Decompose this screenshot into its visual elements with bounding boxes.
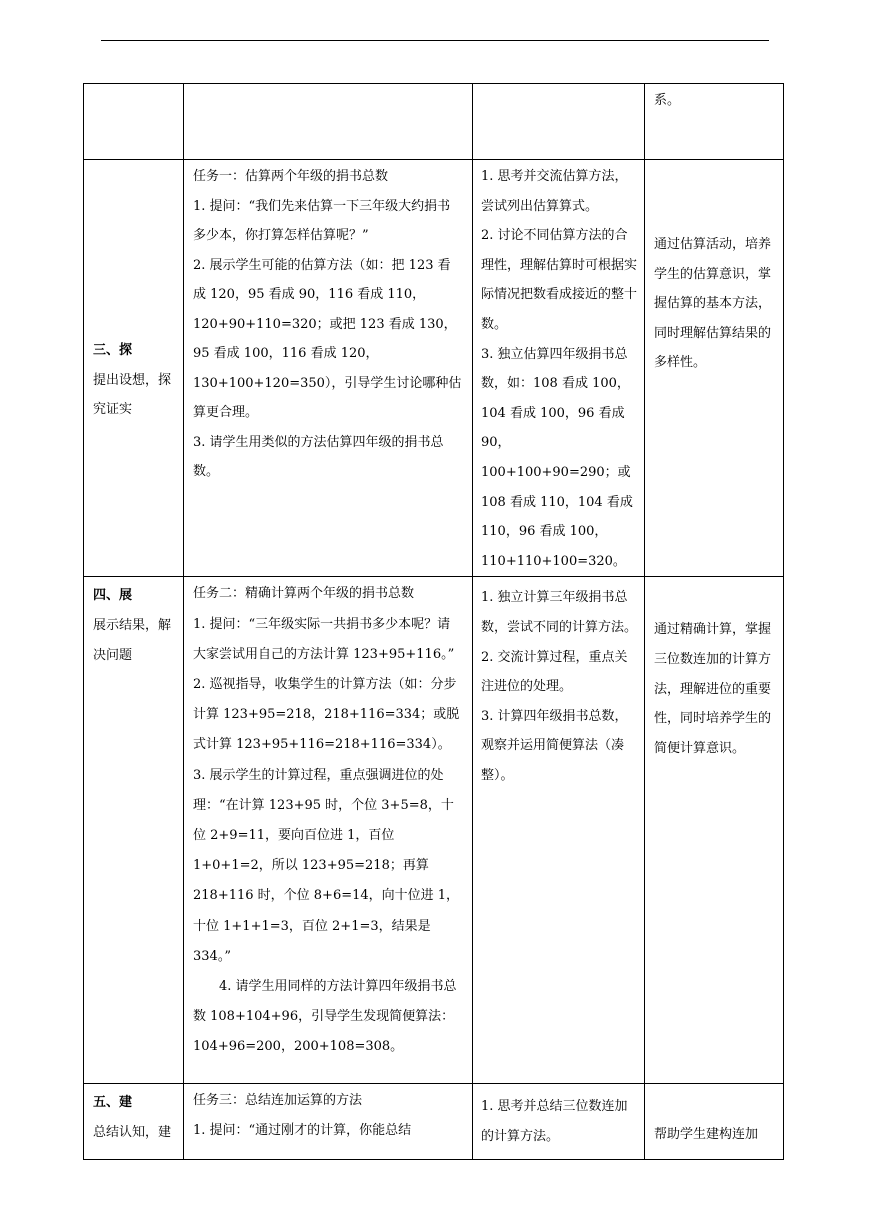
stage-cell (84, 160, 184, 577)
design-purpose-text: 帮助学生建构连加 (654, 1127, 759, 1143)
stage-title: 三、探 (93, 343, 133, 358)
student-activity-cell (473, 577, 645, 1084)
teacher-step: 1. 提问：“三年级实际一共捐书多少本呢？请大家尝试用自己的方法计算 123+95+116。” (193, 616, 455, 662)
stage-subtitle: 展示结果，解决问题 (93, 617, 172, 663)
teacher-step: 1. 提问：“通过刚才的计算，你能总结 (193, 1122, 412, 1138)
student-activity-cell (473, 160, 645, 577)
student-step: 3. 独立估算四年级捐书总数，如：108 看成 100，104 看成 100，96 看成 90，100+100+90=290；或 108 看成 110，104 看成 110，96 看成 100，110+110+100=320。 (481, 346, 633, 569)
teacher-step: 3. 请学生用类似的方法估算四年级的捐书总数。 (193, 434, 444, 479)
design-purpose-cell (645, 160, 784, 577)
teacher-step: 2. 展示学生可能的估算方法（如：把 123 看成 120，95 看成 90，116 看成 110，120+90+110=320；或把 123 看成 130，95 看成 100，116 看成 120，130+100+120=350），引导学生讨论哪种估算更合理。 (193, 257, 462, 420)
student-activity-cell (473, 1084, 645, 1160)
design-purpose-text: 通过精确计算，掌握三位数连加的计算方法，理解进位的重要性，同时培养学生的简便计算意识。 (654, 622, 772, 756)
teacher-step: 1. 提问：“我们先来估算一下三年级大约捐书多少本，你打算怎样估算呢？” (193, 198, 451, 243)
task-title: 任务三：总结连加运算的方法 (193, 1093, 363, 1109)
design-purpose-text: 系。 (654, 93, 681, 108)
stage-title: 四、展 (93, 588, 133, 604)
stage-subtitle: 提出设想，探究证实 (93, 372, 172, 418)
header-rule (101, 40, 769, 41)
student-activity-cell (473, 84, 645, 160)
design-purpose-cell (645, 577, 784, 1084)
student-step: 3. 计算四年级捐书总数，观察并运用简便算法（凑整）。 (481, 708, 628, 783)
teacher-step: 3. 展示学生的计算过程，重点强调进位的处理：“在计算 123+95 时，个位 3+5=8，十位 2+9=11，要向百位进 1，百位 1+0+1=2，所以 123+95=218；再算 218+116 时，个位 8+6=14，向十位进 1，十位 1+1+1=3，百位 2+1=3，结果是 334。” (193, 767, 460, 964)
table-row (84, 1084, 784, 1160)
teacher-step: 4. 请学生用同样的方法计算四年级捐书总数 108+104+96，引导学生发现简便算法：104+96=200，200+108=308。 (193, 978, 457, 1055)
teacher-activity-cell (184, 84, 473, 160)
teacher-step: 2. 巡视指导，收集学生的计算方法（如：分步计算 123+95=218，218+116=334；或脱式计算 123+95+116=218+116=334）。 (193, 676, 460, 753)
student-step: 2. 交流计算过程，重点关注进位的处理。 (481, 649, 628, 695)
student-step: 1. 思考并总结三位数连加的计算方法。 (481, 1099, 628, 1144)
design-purpose-cell (645, 84, 784, 160)
stage-cell (84, 577, 184, 1084)
student-step: 2. 讨论不同估算方法的合理性，理解估算时可根据实际情况把数看成接近的整十数。 (481, 228, 638, 332)
teacher-activity-cell (184, 577, 473, 1084)
student-step: 1. 独立计算三年级捐书总数，尝试不同的计算方法。 (481, 590, 638, 635)
table-row (84, 160, 784, 577)
task-title: 任务二：精确计算两个年级的捐书总数 (193, 586, 415, 602)
stage-subtitle: 总结认知，建 (93, 1124, 172, 1140)
lesson-plan-table (83, 83, 784, 1160)
stage-cell (84, 1084, 184, 1160)
teacher-activity-cell (184, 1084, 473, 1160)
stage-cell (84, 84, 184, 160)
stage-title: 五、建 (93, 1095, 133, 1111)
student-step: 1. 思考并交流估算方法，尝试列出估算算式。 (481, 169, 628, 214)
task-title: 任务一：估算两个年级的捐书总数 (193, 169, 389, 184)
design-purpose-text: 通过估算活动，培养学生的估算意识，掌握估算的基本方法，同时理解估算结果的多样性。 (654, 237, 772, 371)
table-row (84, 84, 784, 160)
teacher-activity-cell (184, 160, 473, 577)
design-purpose-cell (645, 1084, 784, 1160)
table-row (84, 577, 784, 1084)
